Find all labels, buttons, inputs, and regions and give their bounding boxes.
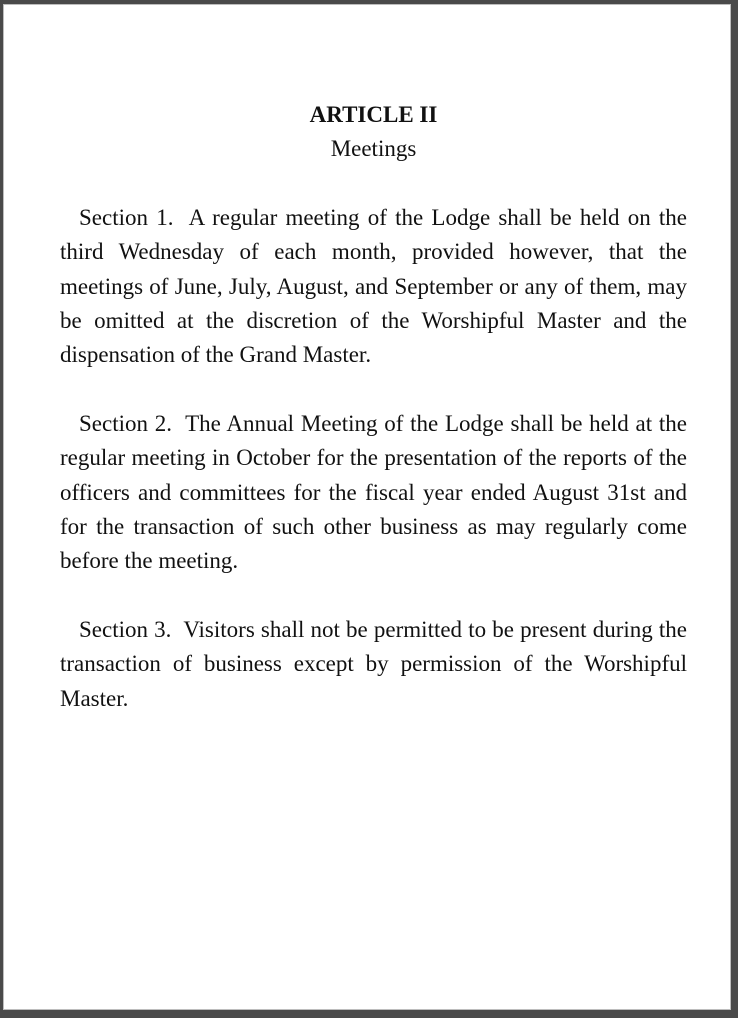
document-page xyxy=(3,4,731,1010)
section-1 xyxy=(60,201,687,373)
document-body xyxy=(60,98,687,750)
section-label: Section 1. xyxy=(79,204,174,230)
article-subtitle: Meetings xyxy=(330,136,417,162)
section-3 xyxy=(60,613,687,716)
section-text: Visitors shall not be permitted to be present during the transaction of business except by permission of the Worshipful Master. xyxy=(60,616,687,711)
section-label: Section 2. xyxy=(79,410,172,436)
section-label: Section 3. xyxy=(79,616,172,642)
article-title: ARTICLE II xyxy=(309,102,438,127)
section-text: The Annual Meeting of the Lodge shall be held at the regular meeting in October for the presentation of the reports of the officers and committees for the fiscal year ended August 31st and for the transaction of such other business as may regularly come before the meeting. xyxy=(60,410,687,574)
section-2 xyxy=(60,407,687,579)
section-text: A regular meeting of the Lodge shall be held on the third Wednesday of each month, provided however, that the meetings of June, July, August, and September or any of them, may be omitted at the discretion of the Worshipful Master and the dispensation of the Grand Master. xyxy=(60,204,688,368)
